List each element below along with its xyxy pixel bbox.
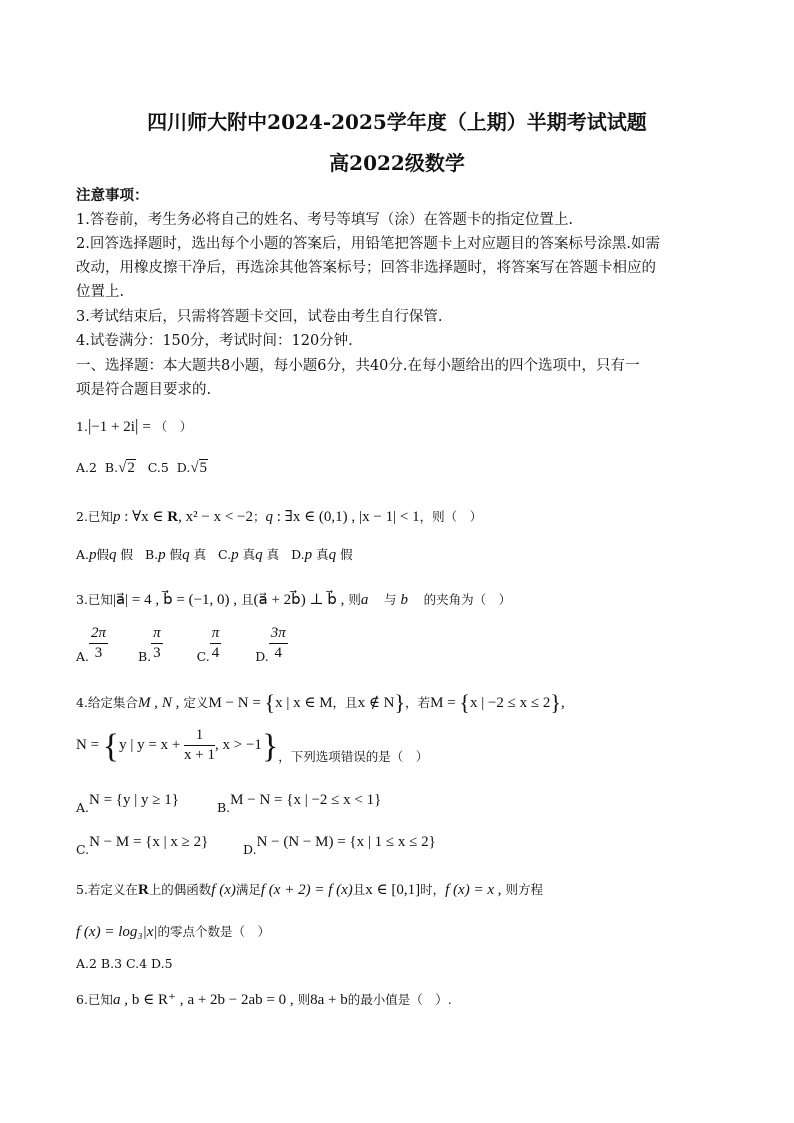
- question-1: 1.|−1 + 2i| = （ ）: [76, 416, 193, 435]
- notice-item-1: 1.答卷前，考生务必将自己的姓名、考号等填写（涂）在答题卡的指定位置上.: [76, 212, 573, 228]
- q4-option-d: D.N − (N − M) = {x | 1 ≤ x ≤ 2}: [243, 834, 436, 857]
- notice-heading: 注意事项：: [76, 187, 149, 204]
- notice-item-4: 4.试卷满分：150分，考试时间：120分钟.: [76, 333, 353, 349]
- section-heading: 一、选择题：本大题共8小题，每小题6分，共40分.在每小题给出的四个选项中，只有一: [76, 358, 640, 374]
- question-5: 5.若定义在R上的偶函数f (x)满足f (x + 2) = f (x)且x ∈ [0,1]时，f (x) = x , 则方程: [76, 882, 543, 898]
- exam-subtitle: 高2022级数学: [329, 151, 465, 175]
- exam-title: 四川师大附中2024-2025学年度（上期）半期考试试题: [147, 110, 647, 134]
- question-4: 4.给定集合M , N , 定义M − N = {x | x ∈ M，且x ∉ N}，若M = {x | −2 ≤ x ≤ 2},: [76, 690, 565, 715]
- question-5-cont: f (x) = log₃|x|的零点个数是（ ）: [76, 924, 270, 940]
- notice-item-2-end: 位置上.: [76, 284, 125, 300]
- q5-options: A.2 B.3 C.4 D.5: [76, 956, 173, 971]
- q1-options: A.2 B.√2 C.5 D.√5: [76, 460, 208, 476]
- notice-item-2-cont: 改动，用橡皮擦干净后，再选涂其他答案标号；回答非选择题时，将答案写在答题卡相应的: [76, 260, 656, 276]
- section-heading-cont: 项是符合题目要求的.: [76, 382, 212, 398]
- notice-item-3: 3.考试结束后，只需将答题卡交回，试卷由考生自行保管.: [76, 309, 443, 325]
- q4-option-b: B.M − N = {x | −2 ≤ x < 1}: [217, 792, 382, 815]
- q1-number: 1.: [76, 419, 88, 434]
- q1-expression: −1 + 2i: [91, 419, 135, 435]
- notice-item-2: 2.回答选择题时，选出每个小题的答案后，用铅笔把答题卡上对应题目的答案标号涂黑.如需: [76, 236, 660, 252]
- question-4-set-n: N = {y | y = x + $\frac{1}{x + 1}$ , x > −1}，下列选项错误的是（ ）: [76, 727, 429, 765]
- sqrt-2: √2: [118, 460, 135, 476]
- question-3: 3.已知|a⃗| = 4 , b⃗ = (−1, 0) , 且(a⃗ + 2b⃗) ⊥ b⃗ , 则a⃗ 与 b⃗ 的夹角为（ ）: [76, 592, 512, 608]
- q3-options: A. $\frac{2\pi}{3}$ B. $\frac{\pi}{3}$ C. $\frac{\pi}{4}$ D. $\frac{3\pi}{4}$: [76, 625, 286, 664]
- question-2: 2.已知p : ∀x ∈ R, x² − x < −2；q : ∃x ∈ (0,1) , |x − 1| < 1，则（ ）: [76, 509, 483, 525]
- question-6: 6.已知a , b ∈ R⁺ , a + 2b − 2ab = 0 , 则8a + b的最小值是（ ）.: [76, 992, 452, 1008]
- q2-options: A.p假q 假 B.p 假q 真 C.p 真q 真 D.p 真q 假: [76, 547, 353, 563]
- q4-option-a: A.N = {y | y ≥ 1}: [76, 792, 179, 815]
- q4-option-c: C.N − M = {x | x ≥ 2}: [76, 834, 209, 857]
- sqrt-5: √5: [190, 460, 208, 476]
